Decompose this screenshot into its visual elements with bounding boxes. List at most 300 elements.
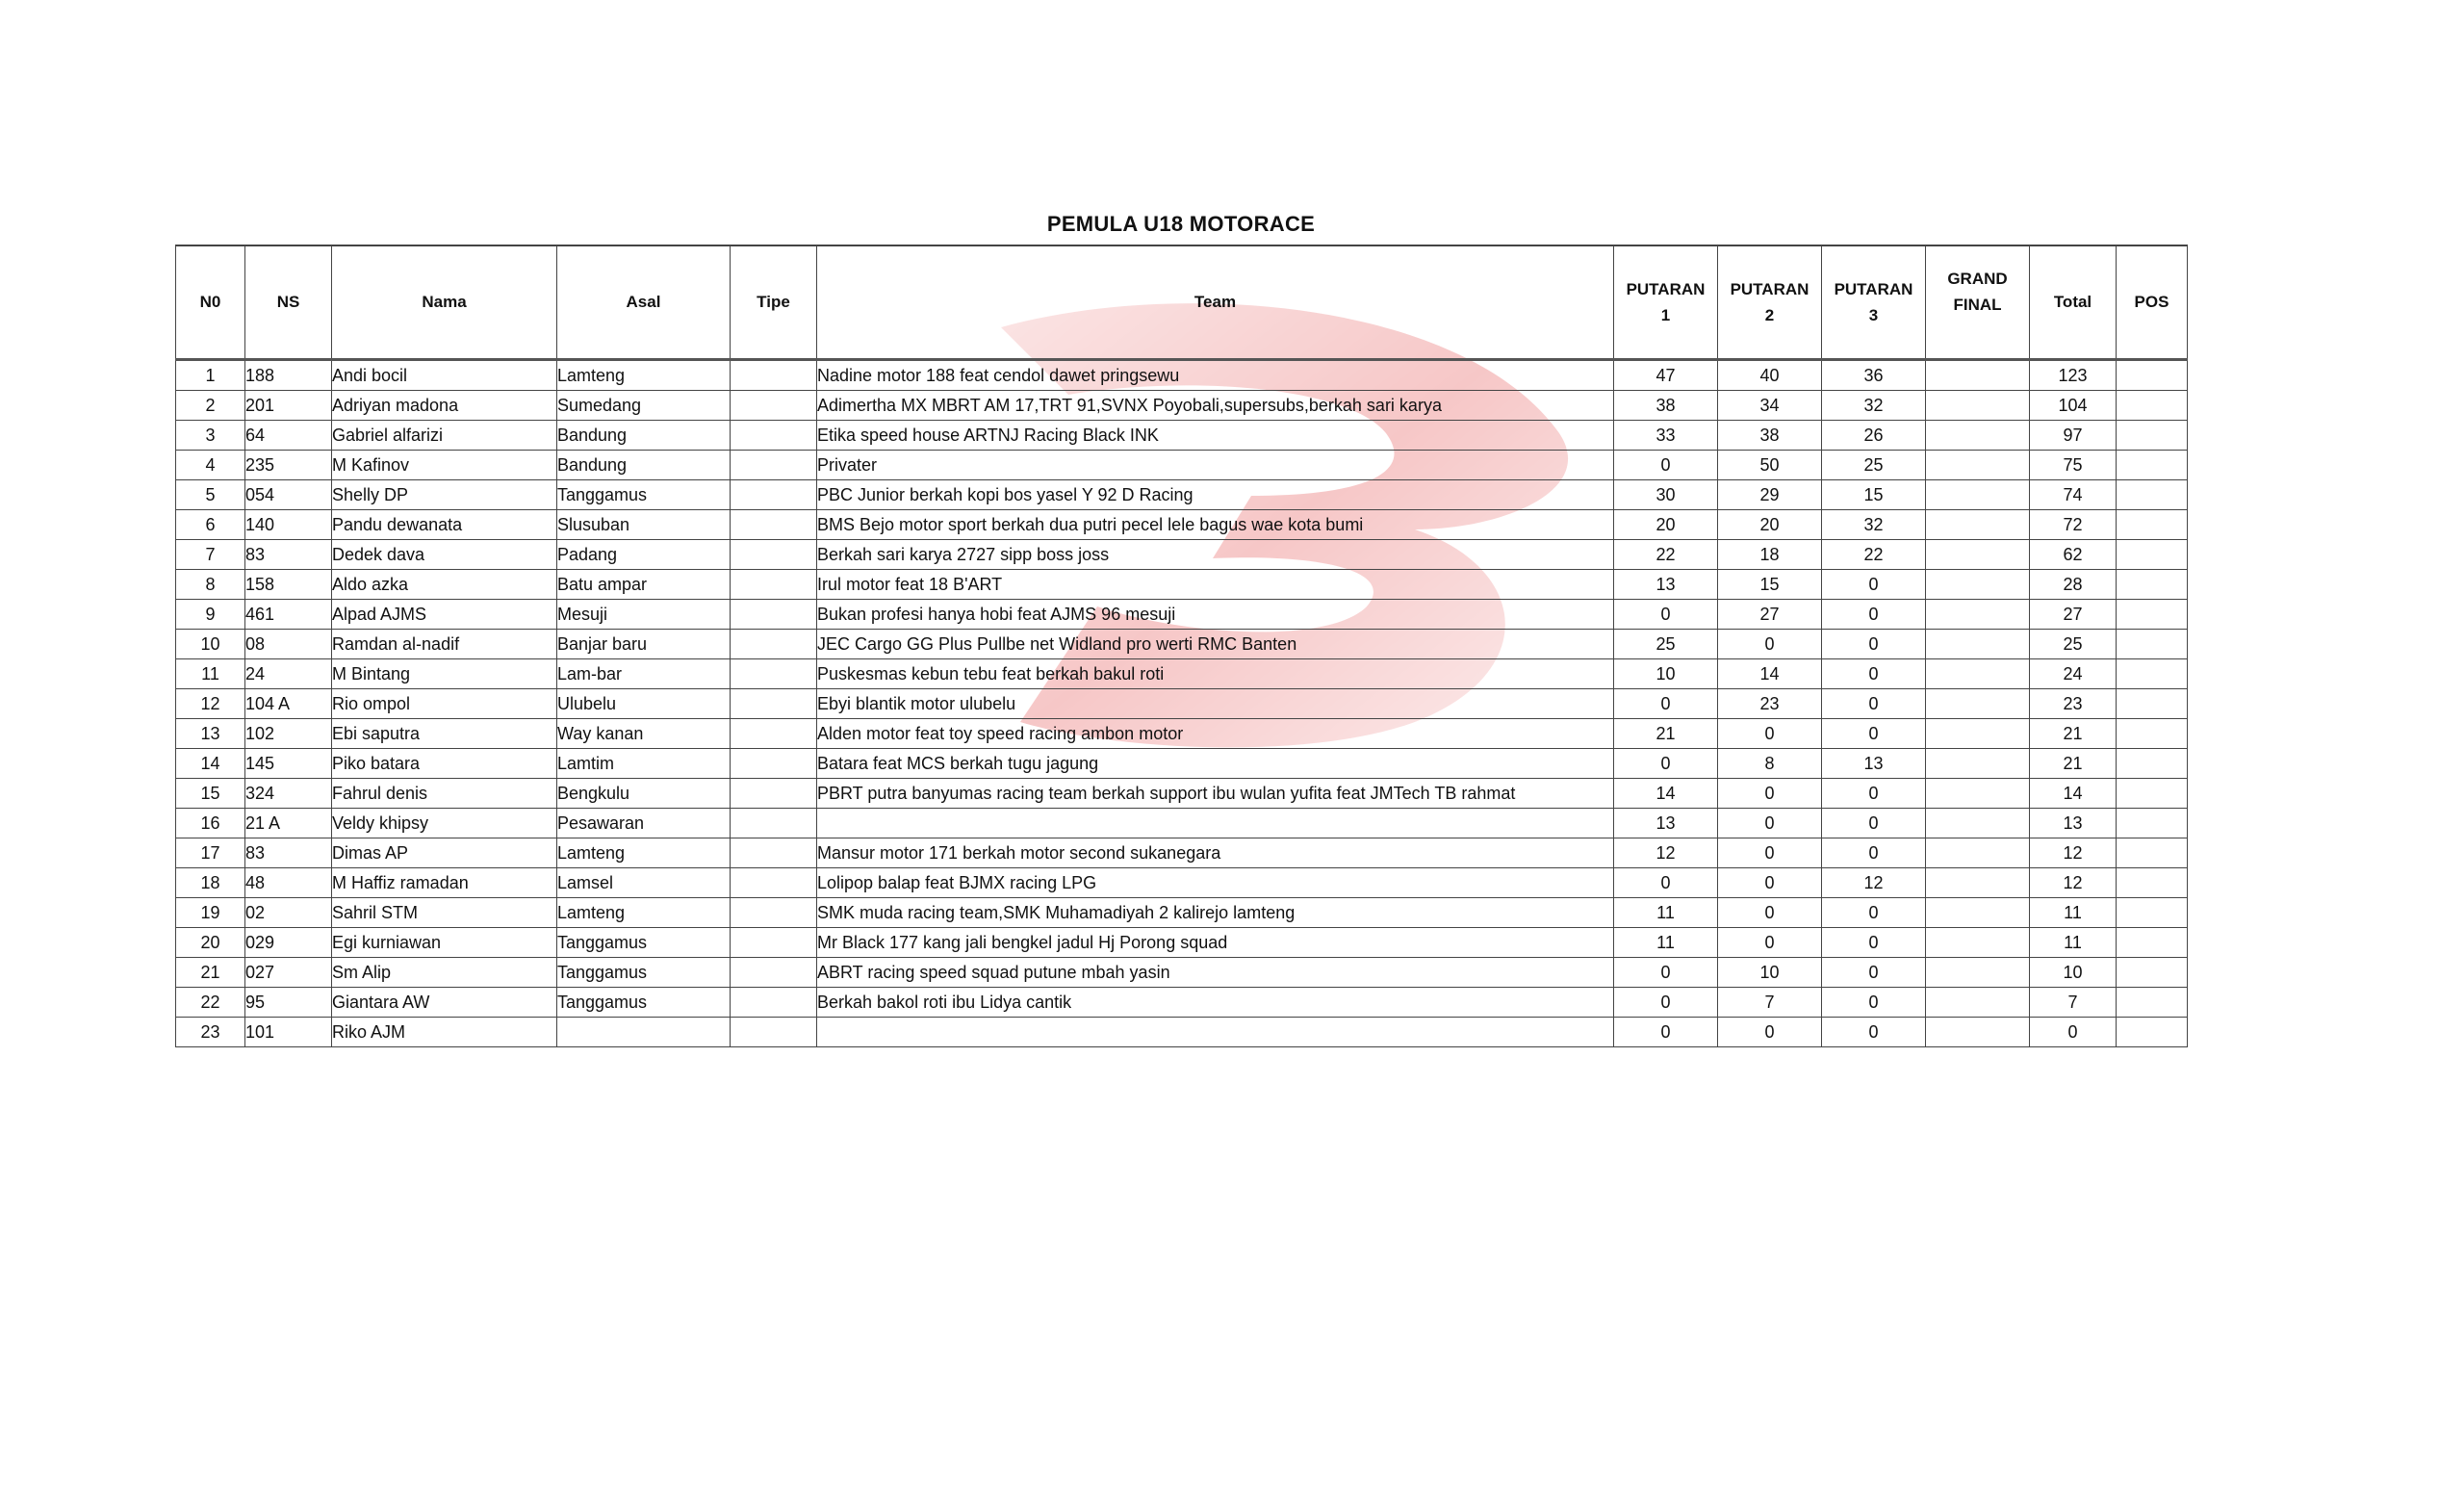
cell-putaran-3: 32 — [1822, 510, 1926, 540]
cell-nama: Adriyan madona — [332, 391, 557, 421]
table-row — [176, 630, 2188, 659]
cell-team: Ebyi blantik motor ulubelu — [817, 689, 1614, 719]
cell-total: 11 — [2030, 898, 2117, 928]
cell-asal: Pesawaran — [557, 809, 731, 838]
cell-grand-final — [1926, 809, 2030, 838]
cell-asal: Lamteng — [557, 360, 731, 391]
cell-team: Puskesmas kebun tebu feat berkah bakul roti — [817, 659, 1614, 689]
cell-no: 15 — [176, 779, 245, 809]
cell-putaran-1: 38 — [1614, 391, 1718, 421]
cell-asal: Bandung — [557, 421, 731, 451]
cell-nama: Dimas AP — [332, 838, 557, 868]
cell-grand-final — [1926, 421, 2030, 451]
cell-team — [817, 1018, 1614, 1047]
cell-pos — [2117, 958, 2188, 988]
cell-nama: Gabriel alfarizi — [332, 421, 557, 451]
cell-grand-final — [1926, 898, 2030, 928]
cell-team: Batara feat MCS berkah tugu jagung — [817, 749, 1614, 779]
cell-ns: 24 — [245, 659, 332, 689]
table-row — [176, 958, 2188, 988]
cell-asal: Tanggamus — [557, 480, 731, 510]
table-row — [176, 719, 2188, 749]
cell-putaran-2: 0 — [1718, 719, 1822, 749]
cell-team: Berkah sari karya 2727 sipp boss joss — [817, 540, 1614, 570]
cell-nama: Andi bocil — [332, 360, 557, 391]
cell-total: 97 — [2030, 421, 2117, 451]
cell-no: 19 — [176, 898, 245, 928]
header-ns: NS — [245, 245, 332, 360]
cell-asal — [557, 1018, 731, 1047]
cell-team — [817, 809, 1614, 838]
cell-no: 23 — [176, 1018, 245, 1047]
cell-putaran-1: 11 — [1614, 898, 1718, 928]
cell-grand-final — [1926, 1018, 2030, 1047]
cell-grand-final — [1926, 749, 2030, 779]
table-row — [176, 749, 2188, 779]
cell-no: 5 — [176, 480, 245, 510]
cell-putaran-3: 0 — [1822, 570, 1926, 600]
cell-grand-final — [1926, 958, 2030, 988]
header-putaran-1 — [1614, 245, 1718, 360]
cell-team: Alden motor feat toy speed racing ambon motor — [817, 719, 1614, 749]
cell-team: Bukan profesi hanya hobi feat AJMS 96 mesuji — [817, 600, 1614, 630]
cell-tipe — [731, 928, 817, 958]
cell-pos — [2117, 719, 2188, 749]
cell-team: Etika speed house ARTNJ Racing Black INK — [817, 421, 1614, 451]
cell-grand-final — [1926, 360, 2030, 391]
cell-nama: Ebi saputra — [332, 719, 557, 749]
cell-tipe — [731, 630, 817, 659]
header-grand-final — [1926, 245, 2030, 360]
cell-putaran-2: 14 — [1718, 659, 1822, 689]
cell-putaran-2: 50 — [1718, 451, 1822, 480]
cell-putaran-2: 20 — [1718, 510, 1822, 540]
cell-tipe — [731, 898, 817, 928]
table-row — [176, 659, 2188, 689]
cell-no: 13 — [176, 719, 245, 749]
cell-asal: Bandung — [557, 451, 731, 480]
cell-pos — [2117, 540, 2188, 570]
cell-nama: Egi kurniawan — [332, 928, 557, 958]
cell-total: 0 — [2030, 1018, 2117, 1047]
cell-total: 21 — [2030, 719, 2117, 749]
cell-nama: Pandu dewanata — [332, 510, 557, 540]
cell-putaran-2: 8 — [1718, 749, 1822, 779]
cell-nama: M Kafinov — [332, 451, 557, 480]
cell-no: 16 — [176, 809, 245, 838]
cell-tipe — [731, 421, 817, 451]
cell-tipe — [731, 689, 817, 719]
cell-tipe — [731, 600, 817, 630]
cell-no: 8 — [176, 570, 245, 600]
cell-grand-final — [1926, 540, 2030, 570]
cell-nama: Aldo azka — [332, 570, 557, 600]
cell-nama: Riko AJM — [332, 1018, 557, 1047]
cell-grand-final — [1926, 570, 2030, 600]
cell-pos — [2117, 779, 2188, 809]
cell-putaran-2: 29 — [1718, 480, 1822, 510]
cell-pos — [2117, 600, 2188, 630]
cell-putaran-2: 0 — [1718, 928, 1822, 958]
cell-pos — [2117, 391, 2188, 421]
cell-total: 62 — [2030, 540, 2117, 570]
cell-no: 17 — [176, 838, 245, 868]
cell-putaran-2: 18 — [1718, 540, 1822, 570]
table-row — [176, 838, 2188, 868]
cell-grand-final — [1926, 451, 2030, 480]
cell-grand-final — [1926, 719, 2030, 749]
cell-no: 10 — [176, 630, 245, 659]
cell-tipe — [731, 838, 817, 868]
cell-team: PBRT putra banyumas racing team berkah support ibu wulan yufita feat JMTech TB rahmat — [817, 779, 1614, 809]
cell-putaran-2: 15 — [1718, 570, 1822, 600]
cell-putaran-1: 20 — [1614, 510, 1718, 540]
cell-putaran-3: 25 — [1822, 451, 1926, 480]
cell-putaran-2: 0 — [1718, 838, 1822, 868]
cell-ns: 140 — [245, 510, 332, 540]
cell-ns: 21 A — [245, 809, 332, 838]
cell-total: 11 — [2030, 928, 2117, 958]
cell-putaran-1: 25 — [1614, 630, 1718, 659]
cell-putaran-2: 23 — [1718, 689, 1822, 719]
cell-team: Adimertha MX MBRT AM 17,TRT 91,SVNX Poyobali,supersubs,berkah sari karya — [817, 391, 1614, 421]
table-row — [176, 421, 2188, 451]
cell-putaran-2: 10 — [1718, 958, 1822, 988]
cell-putaran-3: 0 — [1822, 958, 1926, 988]
cell-putaran-1: 0 — [1614, 988, 1718, 1018]
cell-no: 12 — [176, 689, 245, 719]
cell-total: 12 — [2030, 868, 2117, 898]
cell-total: 14 — [2030, 779, 2117, 809]
cell-pos — [2117, 898, 2188, 928]
cell-asal: Ulubelu — [557, 689, 731, 719]
cell-team: Irul motor feat 18 B'ART — [817, 570, 1614, 600]
header-pos: POS — [2117, 245, 2188, 360]
cell-pos — [2117, 928, 2188, 958]
header-nama: Nama — [332, 245, 557, 360]
cell-no: 18 — [176, 868, 245, 898]
cell-ns: 104 A — [245, 689, 332, 719]
cell-nama: Alpad AJMS — [332, 600, 557, 630]
cell-pos — [2117, 421, 2188, 451]
cell-asal: Lamtim — [557, 749, 731, 779]
cell-asal: Batu ampar — [557, 570, 731, 600]
table-row — [176, 480, 2188, 510]
cell-putaran-3: 0 — [1822, 1018, 1926, 1047]
cell-tipe — [731, 540, 817, 570]
cell-pos — [2117, 510, 2188, 540]
table-row — [176, 809, 2188, 838]
cell-grand-final — [1926, 868, 2030, 898]
cell-putaran-1: 12 — [1614, 838, 1718, 868]
cell-no: 20 — [176, 928, 245, 958]
cell-team: SMK muda racing team,SMK Muhamadiyah 2 kalirejo lamteng — [817, 898, 1614, 928]
cell-tipe — [731, 779, 817, 809]
table-row — [176, 451, 2188, 480]
cell-team: Lolipop balap feat BJMX racing LPG — [817, 868, 1614, 898]
cell-putaran-1: 10 — [1614, 659, 1718, 689]
cell-putaran-1: 0 — [1614, 868, 1718, 898]
cell-pos — [2117, 570, 2188, 600]
cell-tipe — [731, 958, 817, 988]
cell-putaran-1: 0 — [1614, 749, 1718, 779]
cell-nama: Ramdan al-nadif — [332, 630, 557, 659]
cell-total: 10 — [2030, 958, 2117, 988]
cell-pos — [2117, 988, 2188, 1018]
cell-putaran-3: 0 — [1822, 719, 1926, 749]
cell-ns: 461 — [245, 600, 332, 630]
cell-putaran-2: 38 — [1718, 421, 1822, 451]
cell-putaran-2: 27 — [1718, 600, 1822, 630]
cell-pos — [2117, 689, 2188, 719]
table-row — [176, 868, 2188, 898]
cell-grand-final — [1926, 480, 2030, 510]
cell-grand-final — [1926, 779, 2030, 809]
cell-total: 104 — [2030, 391, 2117, 421]
cell-total: 25 — [2030, 630, 2117, 659]
cell-ns: 48 — [245, 868, 332, 898]
cell-no: 3 — [176, 421, 245, 451]
cell-ns: 83 — [245, 540, 332, 570]
table-row — [176, 510, 2188, 540]
header-team: Team — [817, 245, 1614, 360]
table-row — [176, 928, 2188, 958]
cell-putaran-3: 0 — [1822, 988, 1926, 1018]
cell-putaran-1: 33 — [1614, 421, 1718, 451]
cell-no: 22 — [176, 988, 245, 1018]
header-putaran-2 — [1718, 245, 1822, 360]
cell-total: 13 — [2030, 809, 2117, 838]
header-tipe: Tipe — [731, 245, 817, 360]
cell-putaran-2: 7 — [1718, 988, 1822, 1018]
cell-nama: Sahril STM — [332, 898, 557, 928]
cell-asal: Lamteng — [557, 898, 731, 928]
table-row — [176, 689, 2188, 719]
cell-nama: Rio ompol — [332, 689, 557, 719]
header-putaran-1-number: 1 — [1660, 306, 1671, 324]
header-putaran-2-number: 2 — [1764, 306, 1775, 324]
header-final-label: FINAL — [1953, 296, 2002, 314]
cell-nama: Veldy khipsy — [332, 809, 557, 838]
cell-pos — [2117, 480, 2188, 510]
cell-pos — [2117, 1018, 2188, 1047]
table-row — [176, 779, 2188, 809]
cell-ns: 64 — [245, 421, 332, 451]
table-row — [176, 391, 2188, 421]
cell-asal: Slusuban — [557, 510, 731, 540]
cell-team: JEC Cargo GG Plus Pullbe net Widland pro werti RMC Banten — [817, 630, 1614, 659]
cell-asal: Mesuji — [557, 600, 731, 630]
cell-no: 2 — [176, 391, 245, 421]
cell-total: 75 — [2030, 451, 2117, 480]
cell-team: PBC Junior berkah kopi bos yasel Y 92 D Racing — [817, 480, 1614, 510]
cell-total: 24 — [2030, 659, 2117, 689]
cell-ns: 08 — [245, 630, 332, 659]
cell-total: 74 — [2030, 480, 2117, 510]
cell-ns: 029 — [245, 928, 332, 958]
cell-no: 11 — [176, 659, 245, 689]
cell-grand-final — [1926, 928, 2030, 958]
cell-ns: 235 — [245, 451, 332, 480]
header-grand-label: GRAND — [1947, 270, 2008, 288]
cell-nama: Fahrul denis — [332, 779, 557, 809]
cell-putaran-2: 0 — [1718, 1018, 1822, 1047]
cell-tipe — [731, 391, 817, 421]
cell-grand-final — [1926, 659, 2030, 689]
cell-pos — [2117, 809, 2188, 838]
table-row — [176, 988, 2188, 1018]
cell-total: 7 — [2030, 988, 2117, 1018]
cell-ns: 201 — [245, 391, 332, 421]
cell-putaran-1: 0 — [1614, 1018, 1718, 1047]
cell-putaran-3: 26 — [1822, 421, 1926, 451]
cell-grand-final — [1926, 391, 2030, 421]
table-row — [176, 540, 2188, 570]
cell-tipe — [731, 451, 817, 480]
cell-team: Mansur motor 171 berkah motor second sukanegara — [817, 838, 1614, 868]
cell-total: 12 — [2030, 838, 2117, 868]
cell-putaran-3: 0 — [1822, 898, 1926, 928]
cell-asal: Tanggamus — [557, 928, 731, 958]
header-putaran-3-number: 3 — [1868, 306, 1879, 324]
cell-putaran-3: 0 — [1822, 659, 1926, 689]
header-no: N0 — [176, 245, 245, 360]
cell-asal: Banjar baru — [557, 630, 731, 659]
header-putaran-3 — [1822, 245, 1926, 360]
cell-nama: M Bintang — [332, 659, 557, 689]
cell-putaran-1: 14 — [1614, 779, 1718, 809]
cell-putaran-3: 0 — [1822, 809, 1926, 838]
cell-tipe — [731, 510, 817, 540]
header-putaran-2-label: PUTARAN — [1730, 280, 1810, 298]
cell-putaran-2: 0 — [1718, 809, 1822, 838]
cell-putaran-2: 0 — [1718, 630, 1822, 659]
cell-putaran-3: 36 — [1822, 360, 1926, 391]
cell-putaran-3: 32 — [1822, 391, 1926, 421]
cell-ns: 101 — [245, 1018, 332, 1047]
cell-asal: Lamsel — [557, 868, 731, 898]
header-putaran-1-label: PUTARAN — [1626, 280, 1706, 298]
cell-ns: 054 — [245, 480, 332, 510]
cell-asal: Tanggamus — [557, 988, 731, 1018]
cell-pos — [2117, 360, 2188, 391]
cell-putaran-3: 0 — [1822, 779, 1926, 809]
cell-asal: Padang — [557, 540, 731, 570]
cell-total: 21 — [2030, 749, 2117, 779]
cell-team: Privater — [817, 451, 1614, 480]
table-row — [176, 360, 2188, 391]
cell-pos — [2117, 659, 2188, 689]
cell-putaran-2: 0 — [1718, 898, 1822, 928]
cell-nama: Sm Alip — [332, 958, 557, 988]
cell-tipe — [731, 659, 817, 689]
cell-team: Berkah bakol roti ibu Lidya cantik — [817, 988, 1614, 1018]
cell-ns: 324 — [245, 779, 332, 809]
cell-nama: Shelly DP — [332, 480, 557, 510]
cell-grand-final — [1926, 988, 2030, 1018]
cell-putaran-2: 40 — [1718, 360, 1822, 391]
cell-asal: Way kanan — [557, 719, 731, 749]
cell-total: 27 — [2030, 600, 2117, 630]
cell-putaran-2: 34 — [1718, 391, 1822, 421]
cell-putaran-1: 11 — [1614, 928, 1718, 958]
page-title: PEMULA U18 MOTORACE — [1046, 212, 1316, 236]
cell-putaran-1: 47 — [1614, 360, 1718, 391]
table-row — [176, 898, 2188, 928]
table-body — [176, 360, 2188, 1047]
table-row — [176, 570, 2188, 600]
cell-no: 6 — [176, 510, 245, 540]
cell-putaran-1: 21 — [1614, 719, 1718, 749]
cell-putaran-3: 12 — [1822, 868, 1926, 898]
cell-grand-final — [1926, 630, 2030, 659]
cell-asal: Lamteng — [557, 838, 731, 868]
cell-pos — [2117, 868, 2188, 898]
cell-nama: Dedek dava — [332, 540, 557, 570]
cell-no: 4 — [176, 451, 245, 480]
cell-ns: 188 — [245, 360, 332, 391]
table-row — [176, 600, 2188, 630]
cell-putaran-1: 22 — [1614, 540, 1718, 570]
cell-putaran-2: 0 — [1718, 868, 1822, 898]
cell-pos — [2117, 749, 2188, 779]
header-total: Total — [2030, 245, 2117, 360]
table-row — [176, 1018, 2188, 1047]
cell-putaran-1: 0 — [1614, 600, 1718, 630]
cell-ns: 95 — [245, 988, 332, 1018]
cell-no: 1 — [176, 360, 245, 391]
cell-putaran-3: 0 — [1822, 838, 1926, 868]
cell-nama: Giantara AW — [332, 988, 557, 1018]
cell-tipe — [731, 719, 817, 749]
cell-tipe — [731, 868, 817, 898]
cell-nama: M Haffiz ramadan — [332, 868, 557, 898]
cell-asal: Tanggamus — [557, 958, 731, 988]
cell-tipe — [731, 988, 817, 1018]
cell-putaran-3: 0 — [1822, 600, 1926, 630]
cell-putaran-1: 30 — [1614, 480, 1718, 510]
cell-pos — [2117, 838, 2188, 868]
cell-tipe — [731, 1018, 817, 1047]
cell-tipe — [731, 480, 817, 510]
cell-asal: Lam-bar — [557, 659, 731, 689]
cell-putaran-1: 0 — [1614, 689, 1718, 719]
cell-putaran-1: 0 — [1614, 451, 1718, 480]
cell-no: 9 — [176, 600, 245, 630]
header-row — [176, 245, 2188, 360]
cell-total: 23 — [2030, 689, 2117, 719]
cell-ns: 145 — [245, 749, 332, 779]
results-table — [175, 245, 2188, 1047]
header-asal: Asal — [557, 245, 731, 360]
cell-putaran-3: 15 — [1822, 480, 1926, 510]
cell-team: ABRT racing speed squad putune mbah yasin — [817, 958, 1614, 988]
cell-no: 7 — [176, 540, 245, 570]
cell-grand-final — [1926, 600, 2030, 630]
cell-ns: 102 — [245, 719, 332, 749]
cell-grand-final — [1926, 838, 2030, 868]
cell-total: 123 — [2030, 360, 2117, 391]
cell-ns: 027 — [245, 958, 332, 988]
cell-asal: Sumedang — [557, 391, 731, 421]
cell-team: BMS Bejo motor sport berkah dua putri pecel lele bagus wae kota bumi — [817, 510, 1614, 540]
cell-nama: Piko batara — [332, 749, 557, 779]
cell-tipe — [731, 809, 817, 838]
cell-putaran-2: 0 — [1718, 779, 1822, 809]
cell-putaran-1: 13 — [1614, 809, 1718, 838]
cell-ns: 158 — [245, 570, 332, 600]
cell-putaran-3: 13 — [1822, 749, 1926, 779]
